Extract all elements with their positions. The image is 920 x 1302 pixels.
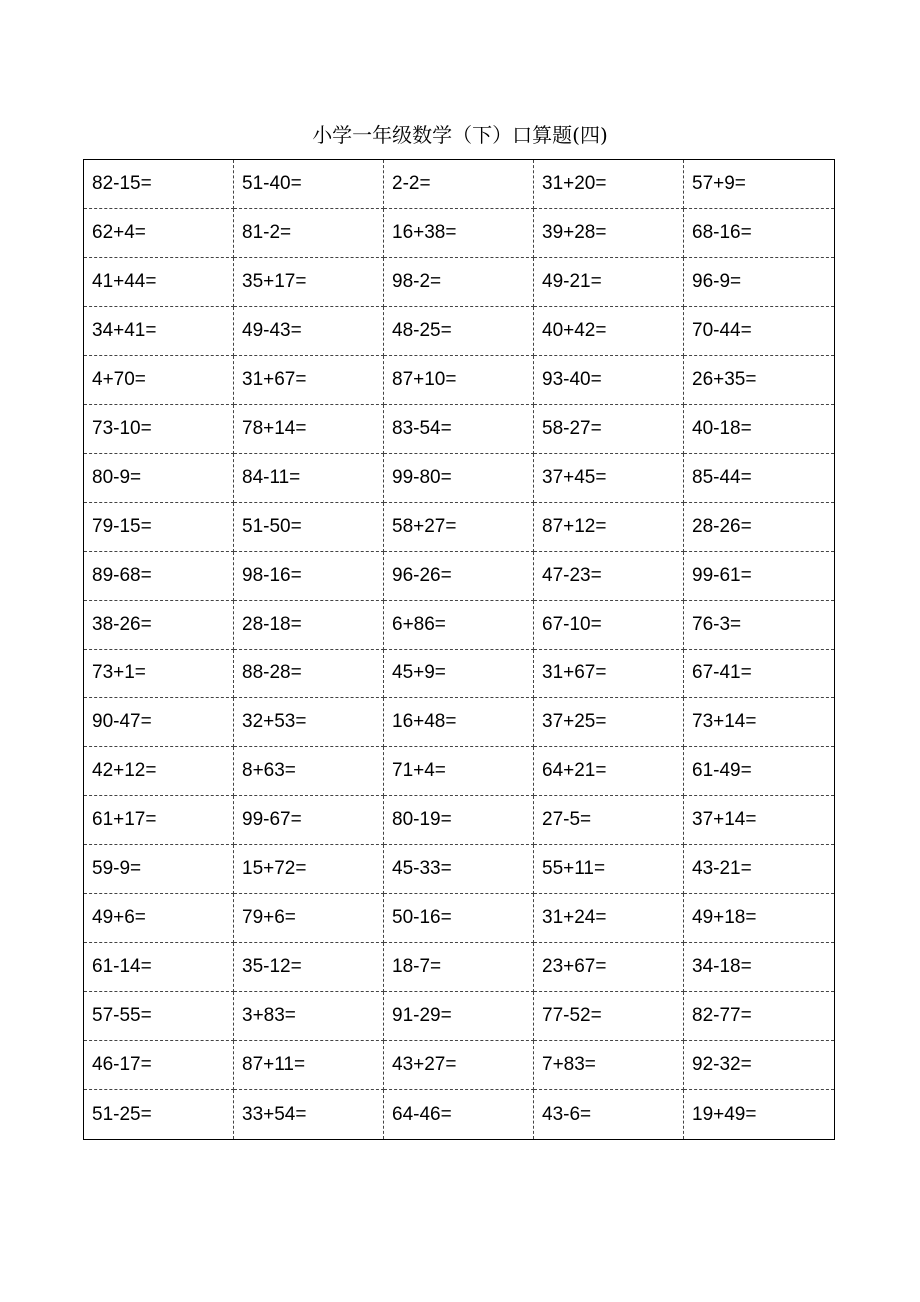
problem-cell: 7+83= xyxy=(534,1041,684,1090)
problem-cell: 57+9= xyxy=(684,160,834,209)
problem-cell: 96-26= xyxy=(384,552,534,601)
problem-cell: 37+45= xyxy=(534,454,684,503)
problem-cell: 81-2= xyxy=(234,209,384,258)
problem-cell: 64+21= xyxy=(534,747,684,796)
problem-cell: 96-9= xyxy=(684,258,834,307)
problem-cell: 83-54= xyxy=(384,405,534,454)
problem-cell: 57-55= xyxy=(84,992,234,1041)
problem-cell: 79+6= xyxy=(234,894,384,943)
problem-cell: 92-32= xyxy=(684,1041,834,1090)
problem-cell: 4+70= xyxy=(84,356,234,405)
problem-cell: 18-7= xyxy=(384,943,534,992)
problem-cell: 58+27= xyxy=(384,503,534,552)
problem-cell: 50-16= xyxy=(384,894,534,943)
problem-cell: 67-10= xyxy=(534,601,684,650)
problem-cell: 98-2= xyxy=(384,258,534,307)
problem-cell: 46-17= xyxy=(84,1041,234,1090)
problem-cell: 45-33= xyxy=(384,845,534,894)
problem-cell: 64-46= xyxy=(384,1090,534,1139)
problem-cell: 34-18= xyxy=(684,943,834,992)
problem-cell: 35-12= xyxy=(234,943,384,992)
problem-cell: 31+67= xyxy=(234,356,384,405)
problem-cell: 76-3= xyxy=(684,601,834,650)
problem-cell: 87+10= xyxy=(384,356,534,405)
problem-cell: 49+6= xyxy=(84,894,234,943)
problem-cell: 73+1= xyxy=(84,650,234,699)
problem-cell: 62+4= xyxy=(84,209,234,258)
problem-cell: 87+11= xyxy=(234,1041,384,1090)
problem-cell: 71+4= xyxy=(384,747,534,796)
problem-cell: 32+53= xyxy=(234,698,384,747)
problem-cell: 26+35= xyxy=(684,356,834,405)
problem-cell: 80-9= xyxy=(84,454,234,503)
problem-cell: 82-15= xyxy=(84,160,234,209)
problem-cell: 61+17= xyxy=(84,796,234,845)
problem-cell: 89-68= xyxy=(84,552,234,601)
problem-cell: 78+14= xyxy=(234,405,384,454)
problem-cell: 59-9= xyxy=(84,845,234,894)
problem-cell: 51-25= xyxy=(84,1090,234,1139)
problem-cell: 23+67= xyxy=(534,943,684,992)
problem-cell: 19+49= xyxy=(692,1103,757,1125)
problem-cell: 73+14= xyxy=(684,698,834,747)
problem-cell: 87+12= xyxy=(534,503,684,552)
problem-cell: 61-49= xyxy=(684,747,834,796)
problem-cell: 99-61= xyxy=(684,552,834,601)
problem-cell: 31+67= xyxy=(534,650,684,699)
problem-cell: 55+11= xyxy=(534,845,684,894)
problem-cell: 47-23= xyxy=(534,552,684,601)
problem-cell: 37+25= xyxy=(534,698,684,747)
problem-cell: 37+14= xyxy=(684,796,834,845)
problem-cell: 6+86= xyxy=(384,601,534,650)
problem-cell: 99-67= xyxy=(234,796,384,845)
problem-cell: 99-80= xyxy=(384,454,534,503)
problem-cell: 8+63= xyxy=(234,747,384,796)
problem-cell: 27-5= xyxy=(534,796,684,845)
problem-cell: 41+44= xyxy=(84,258,234,307)
problem-cell: 31+20= xyxy=(534,160,684,209)
problem-cell: 38-26= xyxy=(84,601,234,650)
problem-cell: 93-40= xyxy=(534,356,684,405)
problem-cell: 16+48= xyxy=(384,698,534,747)
problem-cell: 3+83= xyxy=(234,992,384,1041)
problem-cell: 28-18= xyxy=(234,601,384,650)
problem-cell: 42+12= xyxy=(84,747,234,796)
problem-cell: 33+54= xyxy=(234,1090,384,1139)
problem-grid xyxy=(83,159,835,1140)
problem-cell: 2-2= xyxy=(384,160,534,209)
problem-cell: 49+18= xyxy=(684,894,834,943)
problem-cell: 61-14= xyxy=(84,943,234,992)
problem-cell: 88-28= xyxy=(234,650,384,699)
problem-cell: 43-21= xyxy=(684,845,834,894)
problem-cell: 79-15= xyxy=(84,503,234,552)
problem-cell: 91-29= xyxy=(384,992,534,1041)
problem-cell: 68-16= xyxy=(684,209,834,258)
problem-cell: 77-52= xyxy=(534,992,684,1041)
problem-cell: 43-6= xyxy=(534,1090,684,1139)
problem-cell: 34+41= xyxy=(84,307,234,356)
problem-cell: 82-77= xyxy=(684,992,834,1041)
problem-cell: 48-25= xyxy=(384,307,534,356)
problem-cell: 49-43= xyxy=(234,307,384,356)
problem-cell: 28-26= xyxy=(684,503,834,552)
problem-cell: 16+38= xyxy=(384,209,534,258)
problem-cell: 45+9= xyxy=(384,650,534,699)
problem-cell: 98-16= xyxy=(234,552,384,601)
problem-cell: 90-47= xyxy=(84,698,234,747)
problem-cell: 70-44= xyxy=(684,307,834,356)
problem-cell: 15+72= xyxy=(234,845,384,894)
problem-cell: 51-50= xyxy=(234,503,384,552)
problem-cell: 39+28= xyxy=(534,209,684,258)
problem-cell: 85-44= xyxy=(684,454,834,503)
problem-cell: 80-19= xyxy=(384,796,534,845)
problem-cell: 49-21= xyxy=(534,258,684,307)
page-title: 小学一年级数学（下）口算题(四) xyxy=(312,123,608,147)
problem-cell: 40-18= xyxy=(684,405,834,454)
problem-cell: 73-10= xyxy=(84,405,234,454)
problem-cell: 43+27= xyxy=(384,1041,534,1090)
problem-cell: 31+24= xyxy=(534,894,684,943)
problem-cell: 84-11= xyxy=(234,454,384,503)
problem-cell: 40+42= xyxy=(534,307,684,356)
problem-cell: 58-27= xyxy=(534,405,684,454)
problem-cell: 67-41= xyxy=(684,650,834,699)
problem-cell: 51-40= xyxy=(234,160,384,209)
problem-cell: 35+17= xyxy=(234,258,384,307)
